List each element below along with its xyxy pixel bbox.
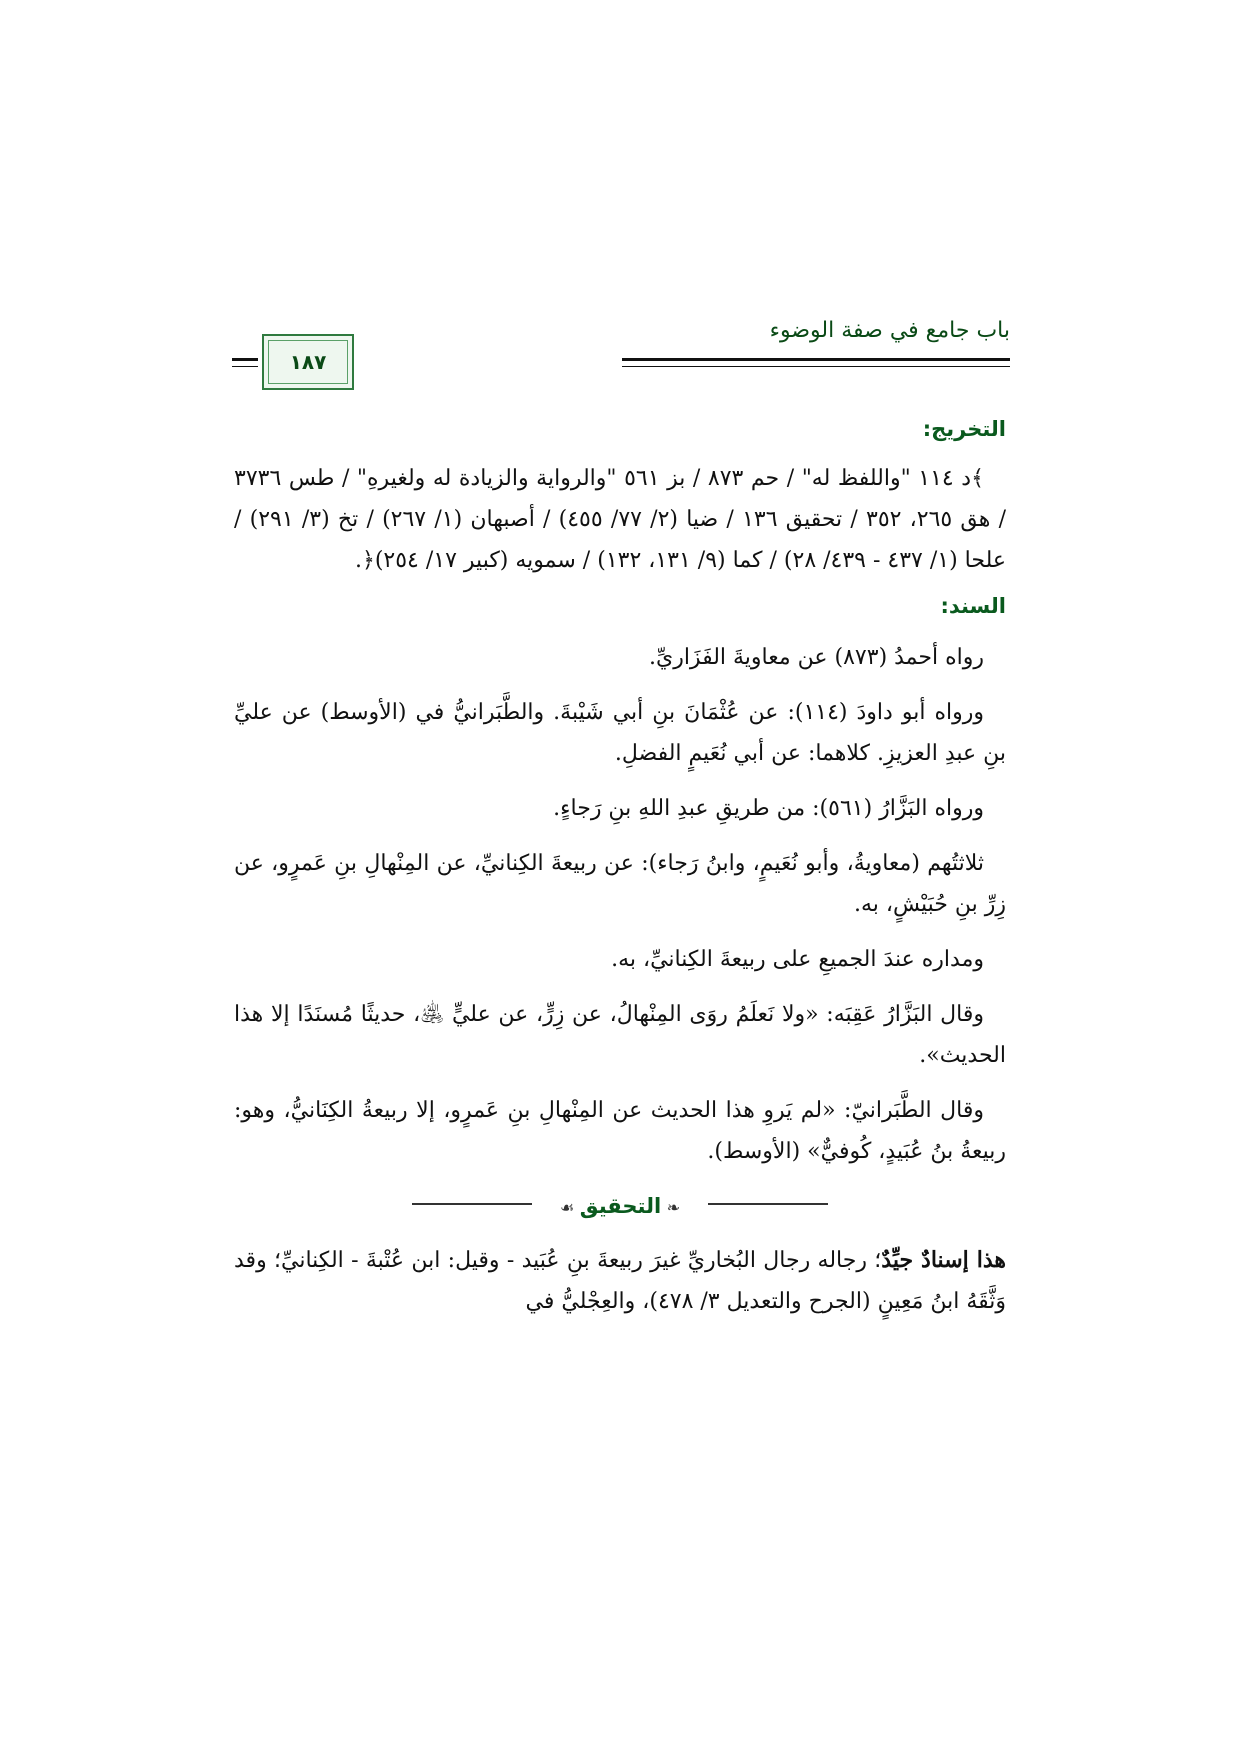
sanad-paragraph-5: ومداره عندَ الجميعِ على ربيعةَ الكِنانيِّ، به. <box>611 947 984 972</box>
page-content <box>234 412 1006 1336</box>
sanad-heading: السند: <box>940 594 1006 618</box>
page-number-badge <box>262 334 354 390</box>
takhrij-heading: التخريج: <box>922 417 1006 441</box>
takhrij-paragraph: ﴾د ١١٤ "واللفظ له" / حم ٨٧٣ / بز ٥٦١ "والرواية والزيادة له ولغيرهِ" / طس ٣٧٣٦ / هق ٢٦٥، ٣٥٢ / تحقيق ١٣٦ / ضيا (٢/ ٧٧/ ٤٥٥) / أصبهان (١/ ٢٦٧) / تخ (٣/ ٢٩١) / علحا (١/ ٤٣٧ - ٤٣٩/ ٢٨) / كما (٩/ ١٣١، ١٣٢) / سمويه (كبير ١٧/ ٢٥٤)﴿. <box>234 466 1007 573</box>
ornament-icon: ☙ <box>559 1198 580 1217</box>
tahqiq-heading <box>234 1186 1006 1228</box>
chapter-title: باب جامع في صفة الوضوء <box>769 318 1010 343</box>
sanad-paragraph-2: ورواه أبو داودَ (١١٤): عن عُثْمَانَ بنِ أبي شَيْبةَ. والطَّبَرانيُّ في (الأوسط) عن عليِّ بنِ عبدِ العزيزِ. كلاهما: عن أبي نُعَيمٍ الفضلِ. <box>234 700 1006 766</box>
header-rule-right <box>622 358 1010 367</box>
sanad-paragraph-7: وقال الطَّبَرانيّ: «لم يَروِ هذا الحديث عن المِنْهالِ بنِ عَمرٍو، إلا ربيعةُ الكِنَانيُّ، وهو: ربيعةُ بنُ عُبَيدٍ، كُوفيٌّ» (الأوسط). <box>234 1098 1006 1164</box>
tahqiq-paragraph <box>234 1240 1006 1322</box>
sanad-paragraph-1: رواه أحمدُ (٨٧٣) عن معاويةَ الفَزَاريِّ. <box>648 645 984 670</box>
page-header <box>232 318 1010 390</box>
tahqiq-divider <box>234 1186 1006 1222</box>
tahqiq-heading-text: التحقيق <box>579 1194 662 1218</box>
tahqiq-text: ؛ رجاله رجال البُخاريِّ غيرَ ربيعةَ بنِ عُبَيد - وقيل: ابن عُتْبةَ - الكِنانيِّ؛ وقد وَثَّقَهُ ابنُ مَعِينٍ (الجرح والتعديل ٣/ ٤٧٨)، والعِجْليُّ في <box>234 1248 1006 1314</box>
sanad-paragraph-6: وقال البَزَّارُ عَقِبَه: «ولا نَعلَمُ روَى المِنْهالُ، عن زِرٍّ، عن عليٍّ ﵁، حديثًا مُسنَدًا إلا هذا الحديث». <box>234 1002 1006 1068</box>
ornament-icon: ❧ <box>661 1198 681 1217</box>
page-number: ١٨٧ <box>289 350 327 374</box>
sanad-paragraph-3: ورواه البَزَّارُ (٥٦١): من طريقِ عبدِ اللهِ بنِ رَجاءٍ. <box>553 796 984 821</box>
tahqiq-lead: هذا إسنادٌ جيِّدٌ <box>881 1247 1006 1273</box>
divider-line-left <box>412 1203 532 1205</box>
sanad-paragraph-4: ثلاثتُهم (معاويةُ، وأبو نُعَيمٍ، وابنُ رَجاء): عن ربيعةَ الكِنانيِّ، عن المِنْهالِ بنِ عَمرٍو، عن زِرِّ بنِ حُبَيْشٍ، به. <box>234 851 1006 917</box>
header-rule-left <box>232 358 258 367</box>
